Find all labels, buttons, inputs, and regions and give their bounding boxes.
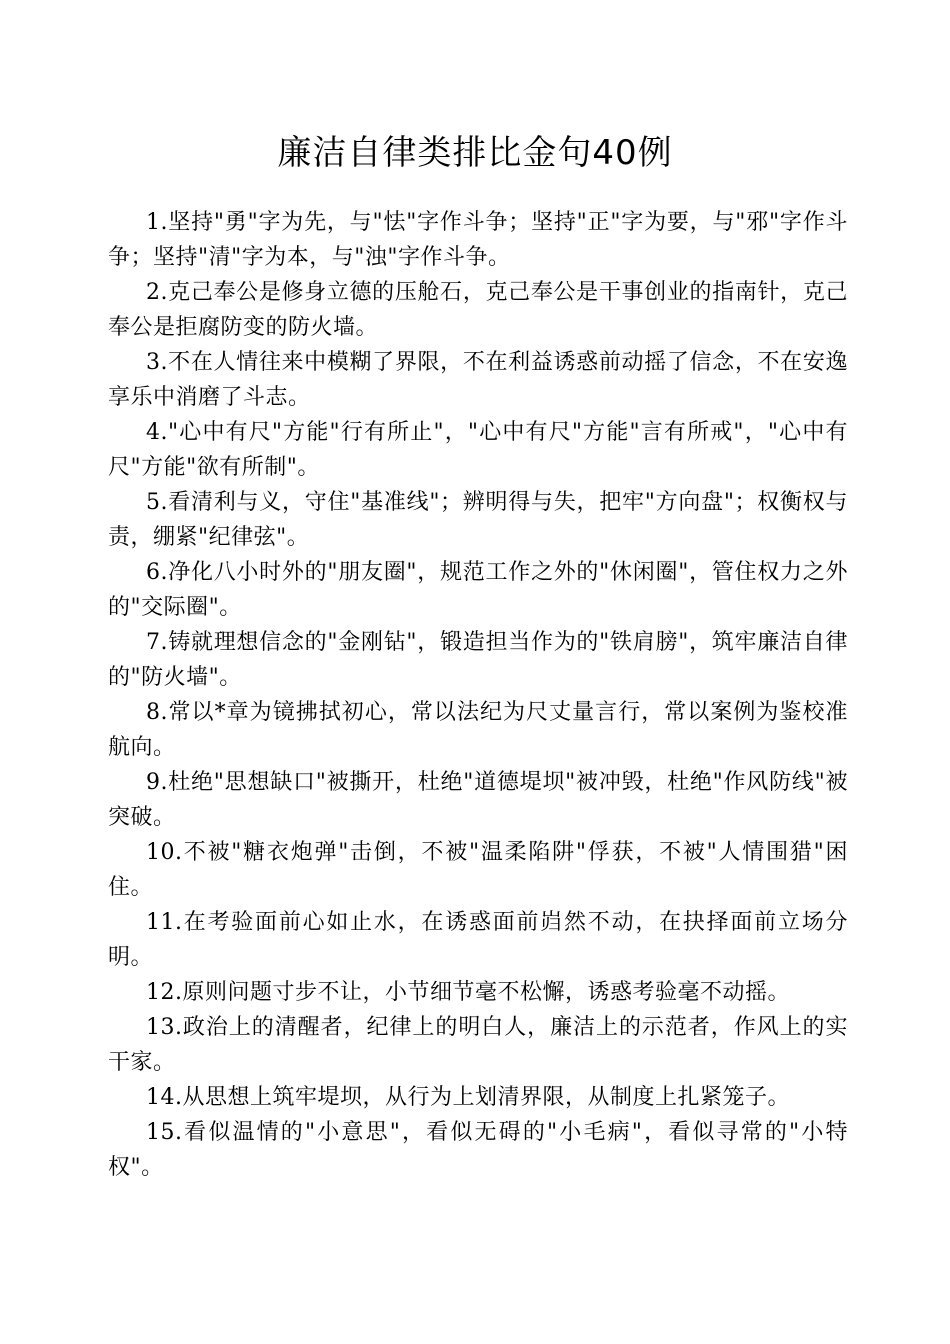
- list-item: 2.克己奉公是修身立德的压舱石，克己奉公是干事创业的指南针，克己奉公是拒腐防变的防火墙。: [108, 280, 848, 340]
- list-item: 6.净化八小时外的"朋友圈"，规范工作之外的"休闲圈"，管住权力之外的"交际圈"。: [108, 560, 848, 620]
- list-item: 15.看似温情的"小意思"，看似无碍的"小毛病"，看似寻常的"小特权"。: [108, 1120, 848, 1180]
- list-item: 9.杜绝"思想缺口"被撕开，杜绝"道德堤坝"被冲毁，杜绝"作风防线"被突破。: [108, 770, 848, 830]
- list-item: 1.坚持"勇"字为先，与"怯"字作斗争；坚持"正"字为要，与"邪"字作斗争；坚持"清"字为本，与"浊"字作斗争。: [108, 210, 848, 270]
- list-item: 5.看清利与义，守住"基准线"；辨明得与失，把牢"方向盘"；权衡权与责，绷紧"纪律弦"。: [108, 490, 848, 550]
- list-item: 3.不在人情往来中模糊了界限，不在利益诱惑前动摇了信念，不在安逸享乐中消磨了斗志。: [108, 350, 848, 410]
- page-title: 廉洁自律类排比金句40例: [277, 133, 673, 173]
- list-item: 11.在考验面前心如止水，在诱惑面前岿然不动，在抉择面前立场分明。: [108, 910, 848, 970]
- list-item: 10.不被"糖衣炮弹"击倒，不被"温柔陷阱"俘获，不被"人情围猎"困住。: [108, 840, 848, 900]
- list-item: 8.常以*章为镜拂拭初心，常以法纪为尺丈量言行，常以案例为鉴校准航向。: [108, 700, 848, 760]
- list-item: 14.从思想上筑牢堤坝，从行为上划清界限，从制度上扎紧笼子。: [146, 1085, 790, 1110]
- document-body: [108, 205, 848, 1185]
- list-item: 12.原则问题寸步不让，小节细节毫不松懈，诱惑考验毫不动摇。: [146, 980, 790, 1005]
- list-item: 4."心中有尺"方能"行有所止"，"心中有尺"方能"言有所戒"，"心中有尺"方能"欲有所制"。: [108, 420, 848, 480]
- list-item: 7.铸就理想信念的"金刚钻"，锻造担当作为的"铁肩膀"，筑牢廉洁自律的"防火墙"。: [108, 630, 848, 690]
- list-item: 13.政治上的清醒者，纪律上的明白人，廉洁上的示范者，作风上的实干家。: [108, 1015, 848, 1075]
